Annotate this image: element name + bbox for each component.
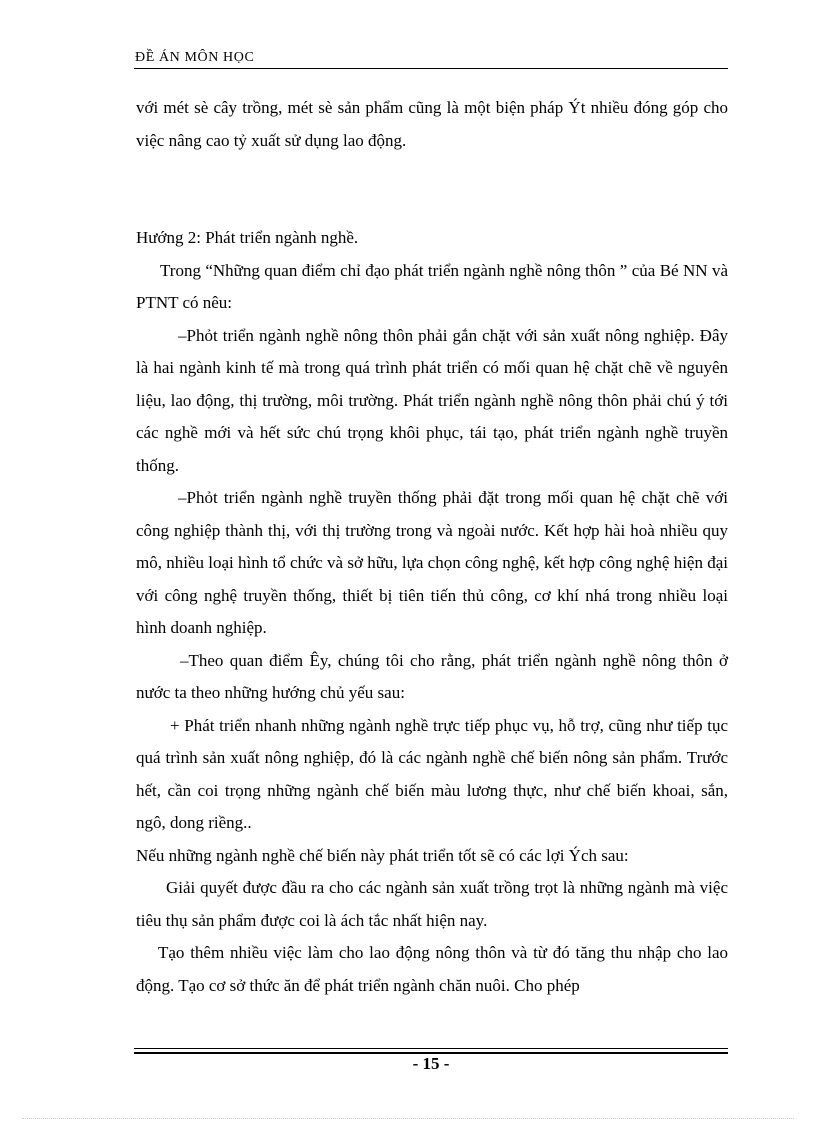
paragraph-gap [136, 157, 728, 222]
paragraph: Trong “Những quan điểm chỉ đạo phát triển ngành nghề nông thôn ” của Bé NN và PTNT có nêu: [136, 260, 728, 312]
page-number: - 15 - [412, 1054, 450, 1073]
paragraph: với mét sè cây trồng, mét sè sản phẩm cũng là một biện pháp Ýt nhiều đóng góp cho việc nâng cao tỷ xuất sử dụng lao động. [136, 98, 728, 150]
paragraph: Tạo thêm nhiều việc làm cho lao động nông thôn và từ đó tăng thu nhập cho lao động. Tạo cơ sở thức ăn để phát triển ngành chăn nuôi. Cho phép [136, 943, 728, 995]
body-text [136, 92, 728, 1002]
footer-rule-thin [134, 1048, 728, 1049]
paragraph: Nếu những ngành nghề chế biến này phát triển tốt sẽ có các lợi Ých sau: [136, 845, 629, 865]
paragraph: –Phỏt triển ngành nghề nông thôn phải gắn chặt với sản xuất nông nghiệp. Đây là hai ngành kinh tế mà trong quá trình phát triển có mối quan hệ chặt chẽ về nguyên liệu, lao động, thị trường, môi trường. Phát triển ngành nghề nông thôn phải chú ý tới các nghề mới và hết sức chú trọng khôi phục, tái tạo, phát triển ngành nghề truyền thống. [136, 325, 728, 475]
section-heading: Hướng 2: Phát triển ngành nghề. [136, 228, 359, 247]
paragraph: Giải quyết được đầu ra cho các ngành sản xuất trồng trọt là những ngành mà việc tiêu thụ sản phẩm được coi là ách tắc nhất hiện nay. [136, 878, 728, 930]
paragraph: –Phỏt triển ngành nghề truyền thống phải đặt trong mối quan hệ chặt chẽ với công nghiệp thành thị, với thị trường trong và ngoài nước. Kết hợp hài hoà nhiều quy mô, nhiều loại hình tổ chức và sở hữu, lựa chọn công nghệ, kết hợp công nghệ hiện đại với công nghệ truyền thống, thiết bị tiên tiến thủ công, cơ khí nhá trong nhiều loại hình doanh nghiệp. [136, 488, 728, 637]
header-rule [134, 68, 728, 69]
page-bottom-dotted-line [22, 1118, 794, 1119]
running-header: ĐỀ ÁN MÔN HỌC [135, 50, 255, 65]
paragraph: –Theo quan điểm Êy, chúng tôi cho rằng, phát triển ngành nghề nông thôn ở nước ta theo những hướng chủ yếu sau: [136, 650, 728, 702]
paragraph: + Phát triển nhanh những ngành nghề trực tiếp phục vụ, hỗ trợ, cũng như tiếp tục quá trình sản xuất nông nghiệp, đó là các ngành nghề chế biến nông sản phẩm. Trước hết, cần coi trọng những ngành chế biến màu lương thực, như chế biến khoai, sắn, ngô, dong riềng.. [136, 715, 728, 832]
